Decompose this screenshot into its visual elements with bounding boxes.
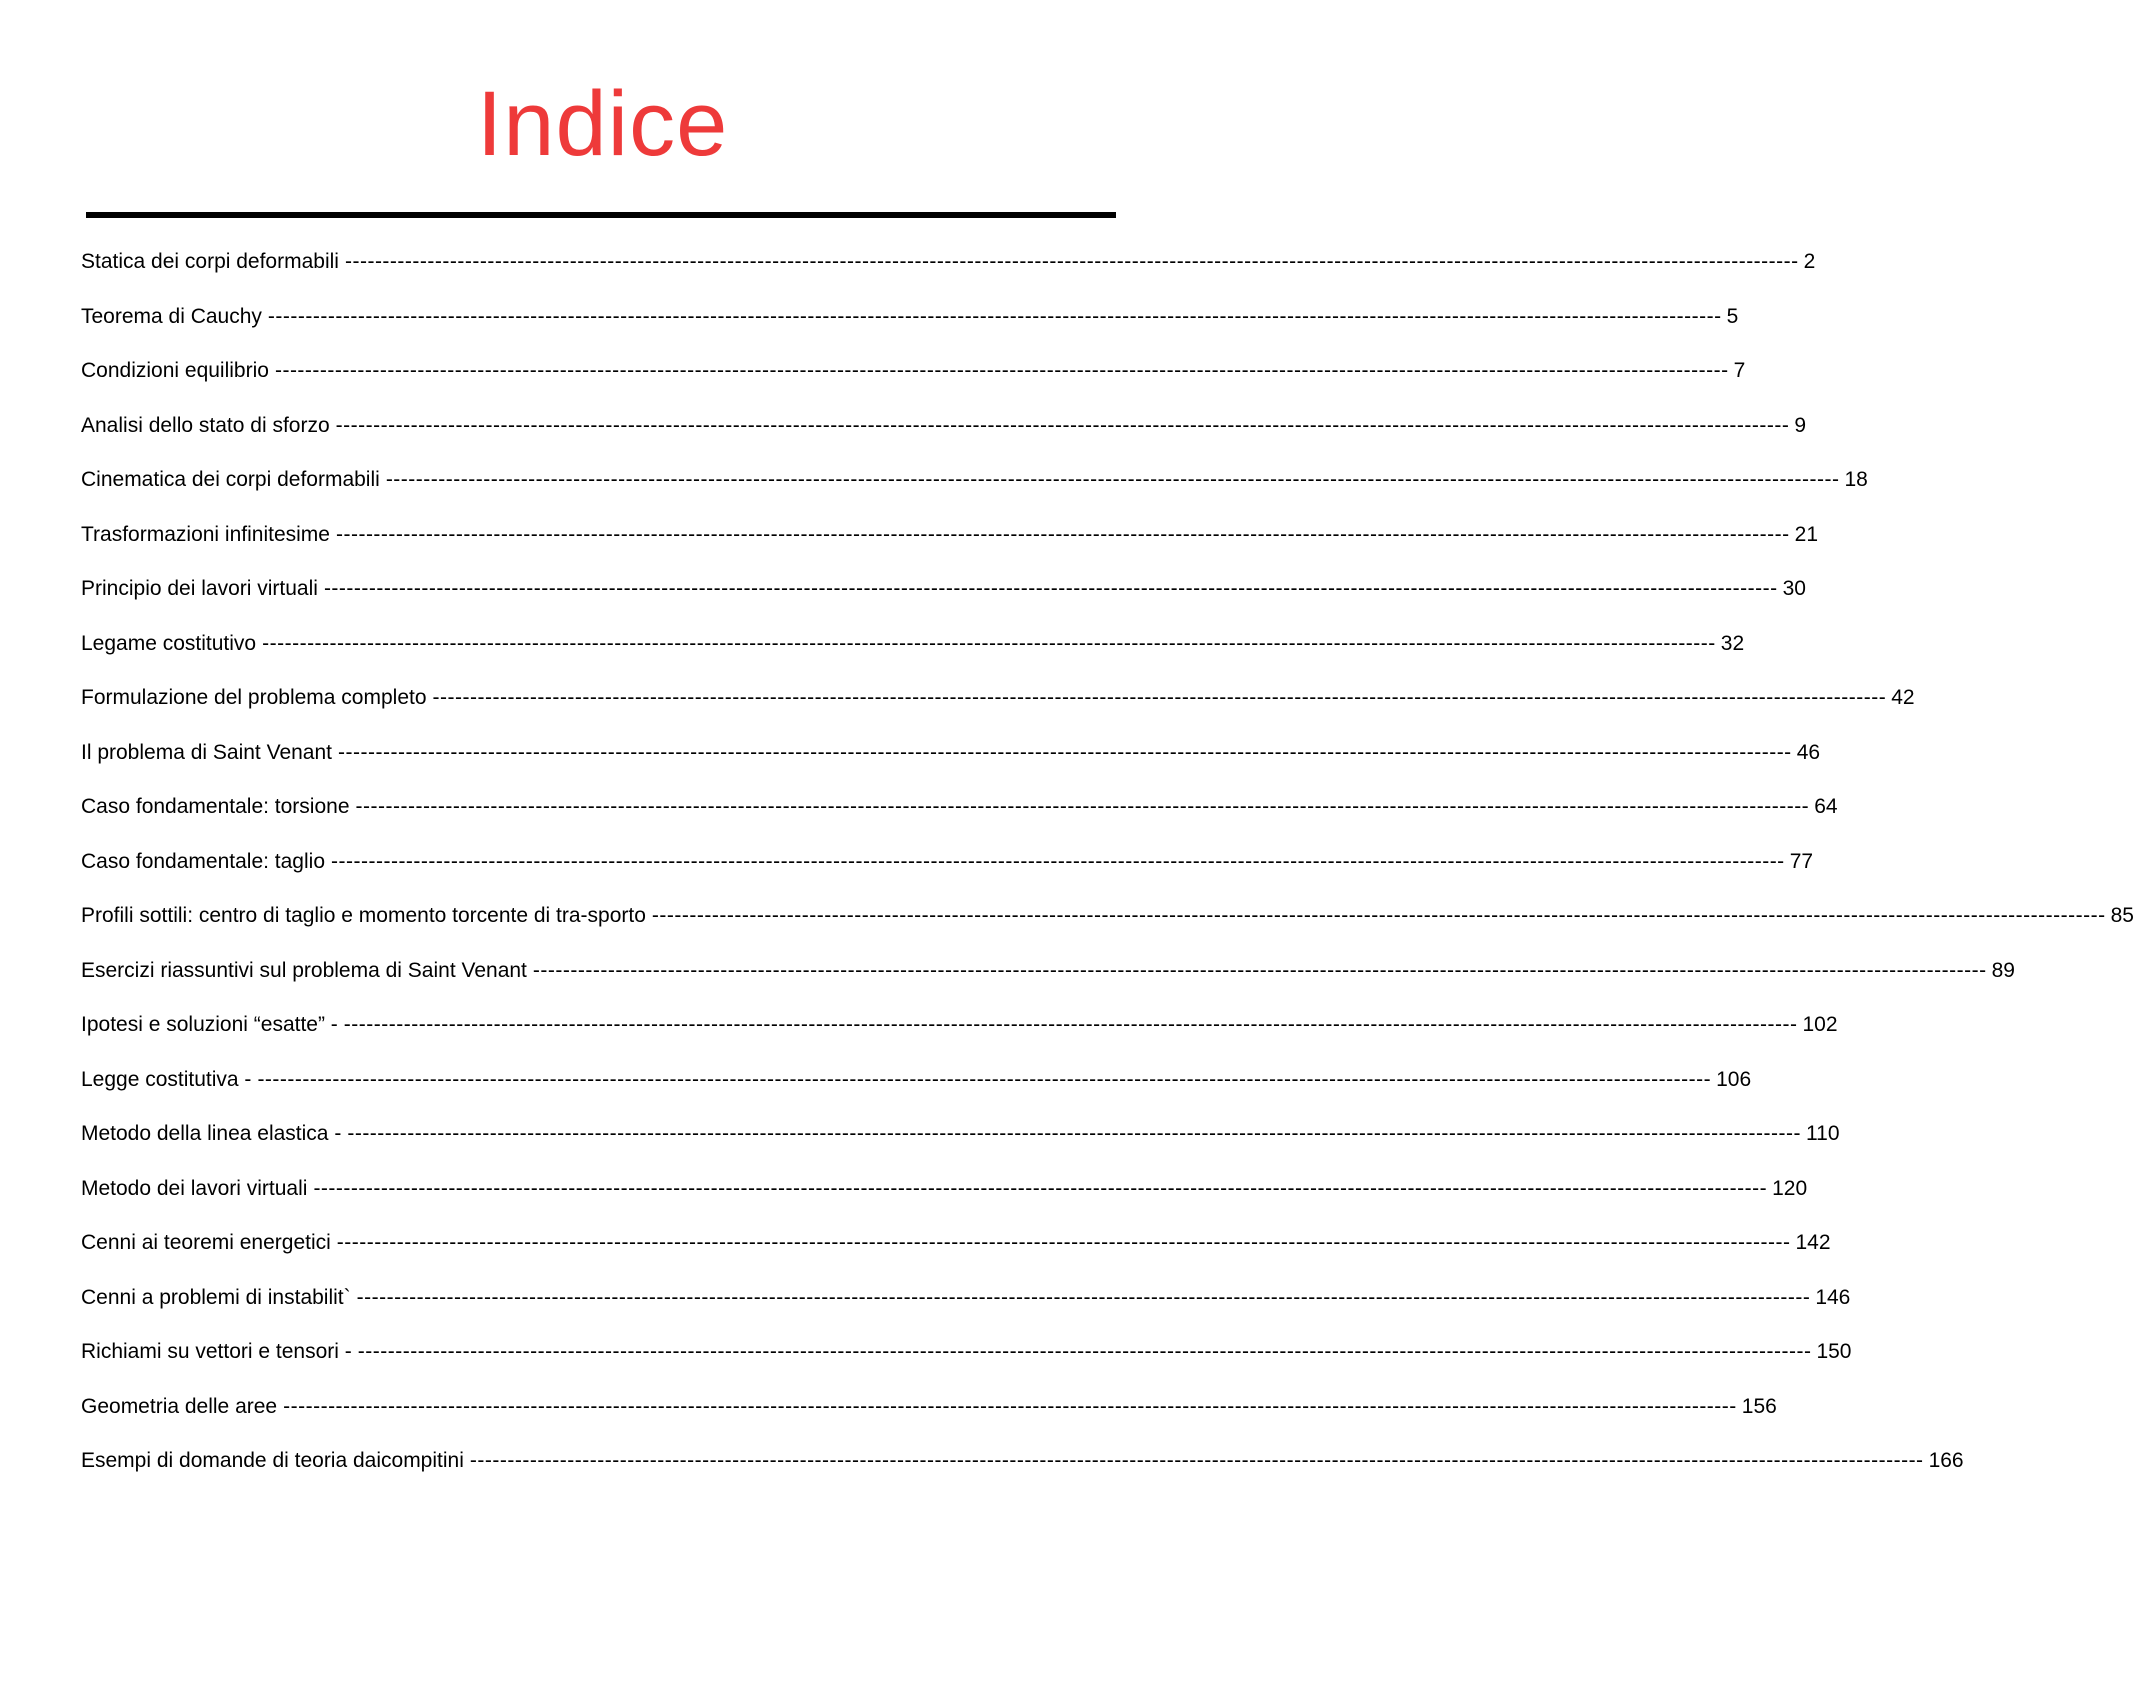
toc-dot-leader: -------------------------------------------------------------------------------------------------------------------------------------------------------------------------------------------------- (343, 1013, 1798, 1036)
toc-dot-leader: -------------------------------------------------------------------------------------------------------------------------------------------------------------------------------------------------- (283, 1394, 1737, 1418)
toc-entry-title: Legge costitutiva - (81, 1067, 252, 1091)
toc-dot-leader: -------------------------------------------------------------------------------------------------------------------------------------------------------------------------------------------------- (262, 631, 1716, 655)
toc-entry-page-number: 146 (1815, 1285, 1851, 1309)
toc-entry (81, 1176, 1808, 1232)
toc-entry-title: Trasformazioni infinitesime (81, 522, 330, 546)
toc-entry-page-number: 166 (1928, 1449, 1964, 1472)
toc-dot-leader: -------------------------------------------------------------------------------------------------------------------------------------------------------------------------------------------------- (357, 1340, 1812, 1363)
toc-dot-leader: -------------------------------------------------------------------------------------------------------------------------------------------------------------------------------------------------- (335, 522, 1790, 546)
toc-entry-page-number: 42 (1891, 686, 1915, 709)
toc-entry-page-number: 32 (1720, 631, 1745, 655)
toc-entry-page-number: 89 (1991, 958, 2015, 982)
toc-dot-leader: -------------------------------------------------------------------------------------------------------------------------------------------------------------------------------------------------- (267, 304, 1722, 328)
toc-dot-leader: -------------------------------------------------------------------------------------------------------------------------------------------------------------------------------------------------- (356, 1285, 1811, 1309)
toc-entry-title: Ipotesi e soluzioni “esatte” - (81, 1013, 338, 1036)
toc-dot-leader: -------------------------------------------------------------------------------------------------------------------------------------------------------------------------------------------------- (323, 577, 1778, 600)
toc-entry-page-number: 9 (1794, 413, 1807, 437)
page-title: Indice (476, 73, 729, 175)
toc-dot-leader: -------------------------------------------------------------------------------------------------------------------------------------------------------------------------------------------------- (347, 1122, 1802, 1145)
toc-entry-page-number: 5 (1726, 304, 1739, 328)
toc-dot-leader: -------------------------------------------------------------------------------------------------------------------------------------------------------------------------------------------------- (274, 359, 1729, 382)
toc-dot-leader: -------------------------------------------------------------------------------------------------------------------------------------------------------------------------------------------------- (432, 686, 1887, 709)
toc-entry (81, 1231, 1831, 1286)
toc-entry (81, 359, 1746, 414)
toc-dot-leader: -------------------------------------------------------------------------------------------------------------------------------------------------------------------------------------------------- (355, 795, 1810, 818)
toc-entry-title: Caso fondamentale: taglio (81, 849, 325, 873)
toc-entry-title: Esempi di domande di teoria daicompitini (81, 1449, 464, 1472)
toc-entry-page-number: 106 (1716, 1067, 1752, 1091)
toc-entry (81, 686, 1915, 741)
toc-entry-title: Esercizi riassuntivi sul problema di Saint Venant (81, 958, 527, 982)
toc-entry-title: Richiami su vettori e tensori - (81, 1340, 352, 1363)
toc-entry-page-number: 30 (1782, 577, 1806, 600)
toc-entry-page-number: 64 (1814, 795, 1838, 818)
toc-entry-page-number: 2 (1803, 250, 1816, 273)
toc-dot-leader: -------------------------------------------------------------------------------------------------------------------------------------------------------------------------------------------------- (331, 849, 1785, 873)
toc-entry-page-number: 120 (1772, 1176, 1808, 1200)
toc-entry-title: Condizioni equilibrio (81, 359, 269, 382)
toc-entry (81, 1285, 1851, 1341)
toc-entry-title: Analisi dello stato di sforzo (81, 413, 330, 437)
toc-dot-leader: -------------------------------------------------------------------------------------------------------------------------------------------------------------------------------------------------- (257, 1067, 1712, 1091)
toc-entry-page-number: 21 (1794, 522, 1819, 546)
toc-entry-title: Principio dei lavori virtuali (81, 577, 318, 600)
toc-entry-title: Caso fondamentale: torsione (81, 795, 350, 818)
toc-entry-page-number: 150 (1816, 1340, 1852, 1363)
toc-entry-title: Cinematica dei corpi deformabili (81, 468, 380, 491)
toc-entry-title: Metodo dei lavori virtuali (81, 1176, 308, 1200)
toc-entry-page-number: 46 (1796, 740, 1821, 764)
toc-dot-leader: -------------------------------------------------------------------------------------------------------------------------------------------------------------------------------------------------- (313, 1176, 1768, 1200)
toc-entry-title: Profili sottili: centro di taglio e momento torcente di tra-sporto (81, 904, 646, 927)
toc-entry-page-number: 142 (1795, 1231, 1831, 1254)
toc-dot-leader: -------------------------------------------------------------------------------------------------------------------------------------------------------------------------------------------------- (338, 740, 1792, 764)
toc-entry-page-number: 102 (1802, 1013, 1838, 1036)
toc-dot-leader: -------------------------------------------------------------------------------------------------------------------------------------------------------------------------------------------------- (532, 958, 1987, 982)
toc-entry (81, 413, 1807, 469)
toc-entry (81, 468, 1868, 523)
toc-entry (81, 849, 1814, 905)
title-divider (86, 212, 1116, 218)
toc-dot-leader: -------------------------------------------------------------------------------------------------------------------------------------------------------------------------------------------------- (336, 1231, 1791, 1254)
toc-entry-page-number: 85 (2110, 904, 2134, 927)
toc-dot-leader: -------------------------------------------------------------------------------------------------------------------------------------------------------------------------------------------------- (335, 413, 1790, 437)
toc-entry-title: Cenni a problemi di instabilit` (81, 1285, 351, 1309)
toc-dot-leader: -------------------------------------------------------------------------------------------------------------------------------------------------------------------------------------------------- (344, 250, 1799, 273)
toc-entry-title: Cenni ai teoremi energetici (81, 1231, 331, 1254)
table-of-contents (81, 250, 2134, 1504)
toc-entry (81, 1394, 1777, 1450)
toc-dot-leader: -------------------------------------------------------------------------------------------------------------------------------------------------------------------------------------------------- (469, 1449, 1924, 1472)
toc-entry-page-number: 77 (1789, 849, 1814, 873)
toc-entry (81, 1067, 1752, 1123)
toc-dot-leader: -------------------------------------------------------------------------------------------------------------------------------------------------------------------------------------------------- (385, 468, 1840, 491)
toc-entry (81, 577, 1806, 632)
toc-entry-title: Metodo della linea elastica - (81, 1122, 342, 1145)
toc-entry (81, 631, 1745, 687)
toc-entry (81, 1449, 1964, 1504)
toc-entry-title: Legame costitutivo (81, 631, 257, 655)
toc-entry (81, 740, 1821, 796)
toc-entry (81, 1122, 1840, 1177)
toc-entry (81, 1013, 1838, 1068)
toc-entry-page-number: 7 (1733, 359, 1746, 382)
toc-entry (81, 958, 2015, 1014)
toc-entry-page-number: 156 (1741, 1394, 1777, 1418)
toc-entry-title: Formulazione del problema completo (81, 686, 427, 709)
toc-entry-page-number: 18 (1844, 468, 1868, 491)
toc-entry (81, 250, 1816, 305)
toc-entry-title: Il problema di Saint Venant (81, 740, 332, 764)
toc-entry (81, 304, 1739, 360)
toc-entry-title: Teorema di Cauchy (81, 304, 262, 328)
toc-entry (81, 1340, 1852, 1395)
toc-entry (81, 795, 1838, 850)
toc-dot-leader: -------------------------------------------------------------------------------------------------------------------------------------------------------------------------------------------------- (651, 904, 2106, 927)
toc-entry-title: Statica dei corpi deformabili (81, 250, 339, 273)
toc-entry (81, 522, 1819, 578)
toc-entry-page-number: 110 (1806, 1122, 1840, 1145)
toc-entry-title: Geometria delle aree (81, 1394, 278, 1418)
toc-entry (81, 904, 2134, 959)
